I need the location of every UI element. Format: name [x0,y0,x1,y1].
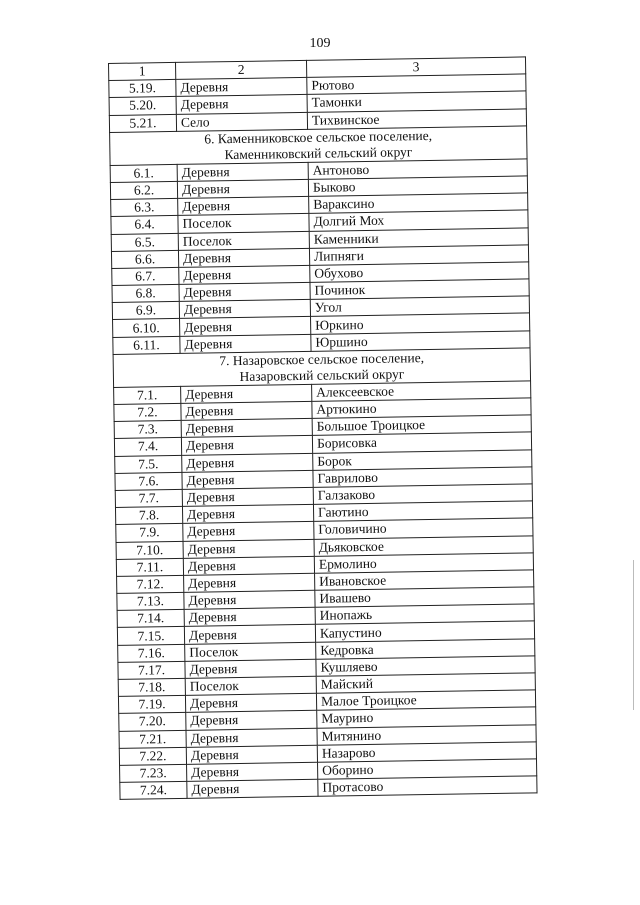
settlement-name: Долгий Мох [309,210,528,231]
settlement-name: Ивашево [315,587,534,608]
section-heading-line: 7. Назаровское сельское поселение, [219,349,425,369]
column-header: 3 [306,57,525,78]
row-number: 6.5. [111,233,178,251]
settlement-type: Деревня [179,300,310,319]
settlement-name: Гаютино [313,501,532,522]
row-number: 6.7. [112,267,179,285]
settlement-type: Деревня [181,384,312,403]
settlement-name: Галзаково [313,484,532,505]
settlement-type: Деревня [185,659,316,678]
row-number: 7.18. [118,678,185,696]
settlement-type: Деревня [179,265,310,284]
row-number: 5.21. [109,114,176,132]
row-number: 7.8. [115,507,182,525]
row-number: 7.11. [116,558,183,576]
row-number: 7.16. [118,644,185,662]
table-body [109,57,538,800]
row-number: 7.1. [114,386,181,404]
settlement-type: Деревня [178,248,309,267]
settlement-name: Головичино [314,518,533,539]
row-number: 7.3. [114,421,181,439]
row-number: 7.10. [116,541,183,559]
row-number: 6.6. [111,250,178,268]
row-number: 6.3. [111,199,178,217]
document-sheet [108,56,538,800]
settlement-name: Назарово [317,742,536,763]
settlement-name: Алексеевское [312,381,531,402]
settlement-name: Капустино [315,621,534,642]
settlement-type: Деревня [184,625,315,644]
settlement-type: Деревня [177,162,308,181]
settlement-name: Угол [310,296,529,317]
row-number: 7.4. [114,438,181,456]
settlement-name: Юркино [311,313,530,334]
row-number: 6.11. [113,336,180,354]
settlement-type: Поселок [178,231,309,250]
row-number: 5.19. [109,80,176,98]
settlement-type: Деревня [184,590,315,609]
settlement-type: Деревня [182,453,313,472]
settlement-type: Деревня [180,334,311,353]
settlement-type: Деревня [181,401,312,420]
row-number: 7.17. [118,661,185,679]
settlement-type: Поселок [185,676,316,695]
row-number: 7.13. [117,592,184,610]
row-number: 6.10. [113,319,180,337]
row-number: 7.15. [117,627,184,645]
settlement-type: Село [176,112,307,131]
row-number: 7.24. [120,781,187,799]
settlement-type: Поселок [178,214,309,233]
scan-edge-mark [633,560,634,710]
settlement-type: Деревня [183,556,314,575]
row-number: 7.7. [115,489,182,507]
row-number: 7.19. [118,696,185,714]
settlement-type: Поселок [185,642,316,661]
settlement-type: Деревня [182,470,313,489]
row-number: 5.20. [109,97,176,115]
column-header: 1 [109,62,176,80]
settlement-name: Малое Троицкое [316,690,535,711]
row-number: 7.14. [117,610,184,628]
settlement-type: Деревня [183,539,314,558]
settlement-name: Оборино [318,759,537,780]
section-heading-line: Каменниковский сельский округ [224,143,413,162]
settlement-type: Деревня [182,487,313,506]
settlement-type: Деревня [180,317,311,336]
row-number: 7.2. [114,403,181,421]
section-heading-line: 6. Каменниковское сельское поселение, [204,127,433,147]
row-number: 7.5. [115,455,182,473]
settlement-type: Деревня [187,779,318,798]
settlement-name: Дьяковское [314,535,533,556]
row-number: 7.6. [115,472,182,490]
settlement-name: Борок [313,449,532,470]
settlement-type: Деревня [181,419,312,438]
settlement-name: Антоново [308,159,527,180]
row-number: 7.22. [119,747,186,765]
row-number: 7.23. [120,764,187,782]
page-number: 109 [309,36,331,51]
settlement-type: Деревня [176,78,307,97]
settlement-name: Большое Троицкое [312,415,531,436]
settlement-name: Митянино [317,724,536,745]
settlement-type: Деревня [183,522,314,541]
settlement-name: Тихвинское [307,108,526,129]
settlement-name: Тамонки [307,91,526,112]
settlement-name: Гаврилово [313,467,532,488]
column-header: 2 [175,60,306,79]
settlement-type: Деревня [185,693,316,712]
settlement-name: Юршино [311,331,530,352]
settlement-name: Ивановское [315,570,534,591]
settlement-name: Липняги [309,245,528,266]
row-number: 6.1. [110,164,177,182]
settlement-type: Деревня [186,745,317,764]
row-number: 7.21. [119,730,186,748]
settlement-name: Протасово [318,776,537,797]
settlement-name: Кушляево [316,656,535,677]
settlement-type: Деревня [186,728,317,747]
row-number: 6.2. [110,181,177,199]
settlement-type: Деревня [179,282,310,301]
settlement-type: Деревня [182,504,313,523]
settlement-name: Борисовка [312,432,531,453]
settlement-name: Быково [308,176,527,197]
settlement-name: Ермолино [314,553,533,574]
row-number: 7.9. [116,524,183,542]
settlement-name: Артюкино [312,398,531,419]
row-number: 6.4. [111,216,178,234]
row-number: 7.12. [117,575,184,593]
settlement-name: Вараксино [309,193,528,214]
settlement-type: Деревня [176,95,307,114]
settlements-table [108,56,538,800]
settlement-name: Майский [316,673,535,694]
settlement-type: Деревня [177,179,308,198]
settlement-name: Каменники [309,227,528,248]
settlement-type: Деревня [181,436,312,455]
settlement-name: Починок [310,279,529,300]
settlement-type: Деревня [184,608,315,627]
settlement-name: Обухово [310,262,529,283]
settlement-type: Деревня [186,711,317,730]
settlement-type: Деревня [187,762,318,781]
section-heading-line: Назаровский сельский округ [239,366,405,384]
settlement-type: Деревня [184,573,315,592]
row-number: 6.8. [112,284,179,302]
settlement-name: Рютово [307,74,526,95]
settlement-name: Инопажь [315,604,534,625]
settlement-name: Маурино [317,707,536,728]
settlement-name: Кедровка [316,638,535,659]
row-number: 6.9. [112,302,179,320]
row-number: 7.20. [119,713,186,731]
settlement-type: Деревня [178,196,309,215]
